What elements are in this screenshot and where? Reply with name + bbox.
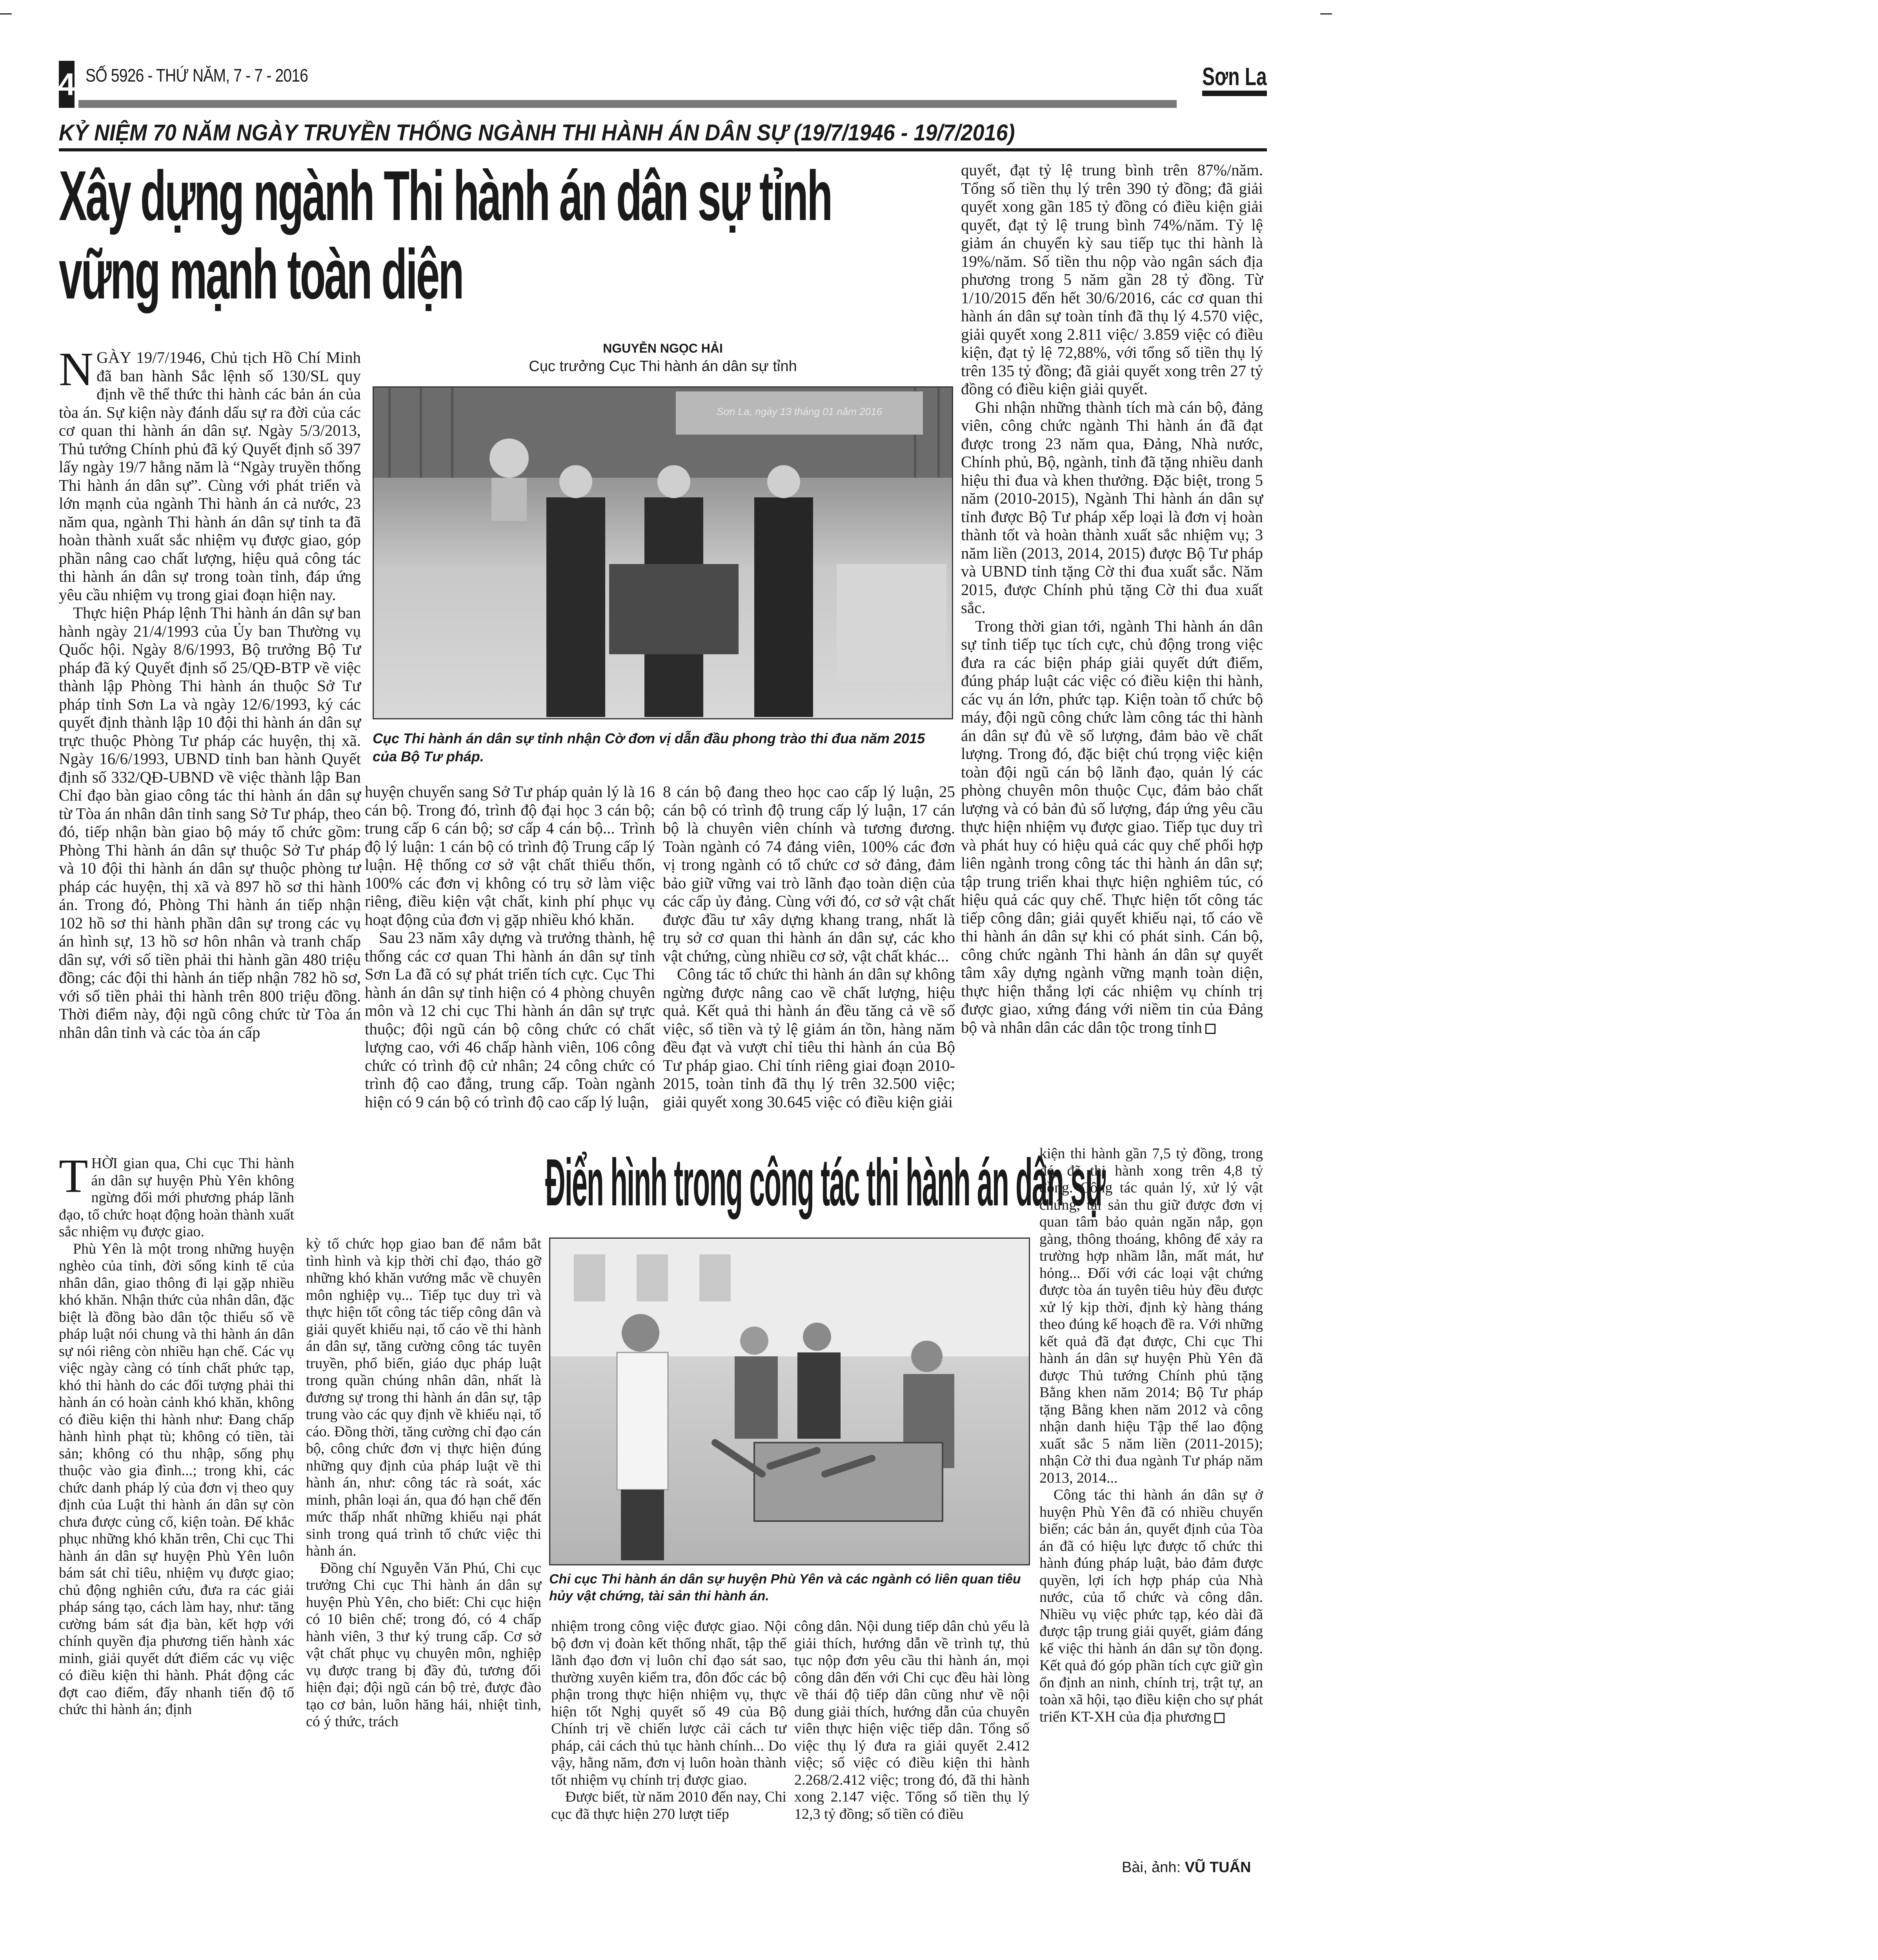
article1-column-3 bbox=[663, 783, 955, 1130]
paragraph: kỳ tổ chức họp giao ban để nắm bắt tình hình và kịp thời chỉ đạo, tháo gỡ những khó khăn vướng mắc về chuyên môn nghiệp vụ... Tiếp tục duy trì và thực hiện tốt công tác tiếp công dân và giải quyết khiếu nại, tố cáo về thi hành án dân sự, tăng cường công tác tuyên truyền, phổ biến, giáo dục pháp luật trong quần chúng nhân dân, nhất là đương sự trong thi hành án dân sự, tập trung vào các quy định về khiếu nại, tố cáo. Đồng thời, tăng cường chỉ đạo cán bộ, công chức đơn vị thực hiện đúng những quy định của pháp luật về thi hành án, như: công tác rà soát, xác minh, phân loại án, qua đó hạn chế đến mức thấp nhất những khiếu nại phát sinh trong quá trình tổ chức việc thi hành án. bbox=[306, 1236, 541, 1559]
paragraph: công dân. Nội dung tiếp dân chủ yếu là giải thích, hướng dẫn về trình tự, thủ tục nộp đơn yêu cầu thi hành án, mọi công dân đến với Chi cục đều hài lòng về thái độ tiếp dân cũng như về nội dung giải thích, hướng dẫn của chuyên viên thực hiện việc tiếp dân. Tổng số việc thụ lý đưa ra giải quyết 2.412 việc; số việc có điều kiện thi hành 2.268/2.412 việc; trong đó, đã thi hành xong 2.147 việc. Tổng số tiền thụ lý 12,3 tỷ đồng; số tiền có điều bbox=[794, 1618, 1030, 1822]
ceremony-photo bbox=[374, 388, 952, 718]
crop-mark bbox=[0, 13, 12, 15]
article2-column-3 bbox=[551, 1618, 786, 1891]
paragraph: NGÀY 19/7/1946, Chủ tịch Hồ Chí Minh đã ban hành Sắc lệnh số 130/SL quy định về thể thức thi hành các bản án của tòa án. Sự kiện này đánh dấu sự ra đời của các cơ quan thi hành án dân sự. Ngày 5/3/2013, Thủ tướng Chính phủ đã ký Quyết định số 397 lấy ngày 19/7 hằng năm là “Ngày truyền thống Thi hành án dân sự”. Cùng với phát triển và lớn mạnh của ngành Thi hành án cả nước, 23 năm qua, ngành Thi hành án dân sự tỉnh ta đã hoàn thành xuất sắc nhiệm vụ được giao, góp phần nâng cao chất lượng, hiệu quả công tác thi hành án dân sự trong toàn tỉnh, đáp ứng yêu cầu nhiệm vụ trong giai đoạn hiện nay. bbox=[59, 343, 361, 604]
dropcap: T bbox=[59, 1150, 88, 1203]
masthead bbox=[59, 61, 1267, 108]
paragraph: kiện thi hành gần 7,5 tỷ đồng, trong đó, đã thi hành xong trên 4,8 tỷ đồng. Công tác quản lý, xử lý vật chứng, tài sản thu giữ được đơn vị quan tâm bảo quản ngăn nắp, gọn gàng, thông thoáng, không để xảy ra trường hợp nhầm lẫn, mất mát, hư hỏng... Đối với các loại vật chứng được tòa án tuyên tiêu hủy đều được xử lý kịp thời, định kỳ hàng tháng theo đúng kế hoạch đề ra. Với những kết quả đã đạt được, Chi cục Thi hành án dân sự huyện Phù Yên đã được Thủ tướng Chính phủ tặng Bằng khen năm 2014; Bộ Tư pháp tặng Bằng khen năm 2012 và công nhận danh hiệu Tập thể lao động xuất sắc 5 năm liền (2011-2015); nhận Cờ thi đua ngành Tư pháp năm 2013, 2014... bbox=[1039, 1145, 1263, 1486]
section-kicker bbox=[59, 120, 1267, 151]
paragraph: Thực hiện Pháp lệnh Thi hành án dân sự ban hành ngày 21/4/1993 của Ủy ban Thường vụ Quốc hội. Ngày 8/6/1993, Bộ trưởng Bộ Tư pháp đã ký Quyết định số 25/QĐ-BTP về việc thành lập Phòng Thi hành án thuộc Sở Tư pháp tỉnh Sơn La và ngày 12/6/1993, ký các quyết định thành lập 10 đội thi hành án dân sự trực thuộc Phòng Tư pháp các huyện, thị xã. Ngày 16/6/1993, UBND tỉnh ban hành Quyết định số 332/QĐ-UBND về việc thành lập Ban Chỉ đạo bàn giao công tác thi hành án dân sự từ Tòa án nhân dân tỉnh sang Sở Tư pháp, theo đó, tiếp nhận bàn giao bộ máy tổ chức gồm: Phòng Thi hành án dân sự thuộc Sở Tư pháp và 10 đội thi hành án dân sự thuộc phòng tư pháp các huyện, thị xã và 897 hồ sơ thi hành án. Trong đó, Phòng Thi hành án tiếp nhận 102 hồ sơ thi hành phần dân sự trong các vụ án hình sự, 13 hồ sơ hôn nhân và tranh chấp dân sự, với số tiền phải thi hành gần 480 triệu đồng; các đội thi hành án tiếp nhận 782 hồ sơ, với số tiền phải thi hành trên 800 triệu đồng. Thời điểm này, đội ngũ công chức từ Tòa án nhân dân tỉnh và các tòa án cấp bbox=[59, 604, 361, 1041]
page-number: 4 bbox=[59, 61, 75, 108]
paragraph: Trong thời gian tới, ngành Thi hành án dân sự tỉnh tiếp tục tích cực, chủ động trong việc đưa ra các biện pháp giải quyết dứt điểm, đúng pháp luật các việc có điều kiện thi hành, các vụ án lớn, phức tạp. Kiện toàn tổ chức bộ máy, đội ngũ công chức làm công tác thi hành án dân sự đủ về số lượng, đảm bảo về chất lượng. Trong đó, đặc biệt chú trọng việc kiện toàn đội ngũ cán bộ lãnh đạo, quản lý các phòng chuyên môn thuộc Cục, đảm bảo chất lượng và có bản đủ số lượng, đáp ứng yêu cầu thực hiện nhiệm vụ được giao. Tiếp tục duy trì và phát huy có hiệu quả các quy chế phối hợp liên ngành trong công tác thi hành án dân sự; tập trung triển khai thực hiện nghiêm túc, có hiệu quả các quy chế. Thực hiện tốt công tác tiếp công dân; giải quyết khiếu nại, tố cáo về thi hành án dân sự khi có phát sinh. Cán bộ, công chức ngành Thi hành án dân sự quyết tâm xây dựng ngành vững mạnh toàn diện, thực hiện thắng lợi các nhiệm vụ chính trị được giao, xứng đáng với niềm tin của Đảng bộ và nhân dân các dân tộc trong tỉnh bbox=[961, 617, 1263, 1036]
article2-headline: Điển hình trong công tác thi hành án dân sự bbox=[545, 1145, 1105, 1220]
article1-column-2 bbox=[365, 783, 655, 1130]
article1-column-1 bbox=[59, 343, 361, 1129]
evidence-destruction-photo bbox=[550, 1239, 1029, 1564]
article2-column-2 bbox=[306, 1236, 541, 1889]
article1-photo bbox=[373, 386, 953, 719]
newspaper-brand: Sơn La bbox=[1202, 64, 1267, 96]
end-mark-icon bbox=[1205, 1024, 1216, 1034]
kicker-text: KỶ NIỆM 70 NĂM NGÀY TRUYỀN THỐNG NGÀNH THI HÀNH ÁN DÂN SỰ (19/7/1946 - 19/7/2016) bbox=[59, 120, 1015, 146]
paragraph: 8 cán bộ đang theo học cao cấp lý luận, 25 cán bộ có trình độ trung cấp lý luận, 17 cán bộ là chuyên viên chính và tương đương. Toàn ngành có 74 đảng viên, 100% các đơn vị trong ngành có tổ chức cơ sở đảng, đảm bảo giữ vững vai trò lãnh đạo toàn diện của các cấp ủy đảng. Cùng với đó, cơ sở vật chất được đầu tư xây dựng khang trang, nhất là trụ sở cơ quan thi hành án dân sự, các kho vật chứng, cùng nhiều cơ sở, vật chất khác... bbox=[663, 783, 955, 965]
paragraph: THỜI gian qua, Chi cục Thi hành án dân sự huyện Phù Yên không ngừng đổi mới phương pháp lãnh đạo, tổ chức hoạt động hoàn thành xuất sắc nhiệm vụ được giao. bbox=[59, 1150, 294, 1240]
paragraph: Phù Yên là một trong những huyện nghèo của tỉnh, đời sống kinh tế của nhân dân, giao thông đi lại gặp nhiều khó khăn. Nhận thức của nhân dân, đặc biệt là đồng bào dân tộc thiểu số về pháp luật nói chung và thi hành án dân sự nói riêng còn nhiều hạn chế. Các vụ việc ngày càng có tính chất phức tạp, khó thi hành do các đối tượng phải thi hành án có hoàn cảnh khó khăn, không có điều kiện thi hành như: Đang chấp hành hình phạt tù; không có tiền, tài sản; không có thu nhập, sống phụ thuộc vào gia đình...; trong khi, các chức danh pháp lý của đơn vị theo quy định của Luật thi hành án dân sự còn chưa được củng cố, kiện toàn. Để khắc phục những khó khăn trên, Chi cục Thi hành án dân sự huyện Phù Yên luôn bám sát chỉ tiêu, nhiệm vụ được giao; chủ động nghiên cứu, đưa ra các giải pháp sáng tạo, cách làm hay, như: tăng cường bám sát địa bàn, kết hợp với chính quyền địa phương tiến hành xác minh, giải quyết dứt điểm các vụ việc có điều kiện thi hành. Phát động các đợt cao điểm, đẩy nhanh tiến độ tổ chức thi hành án; định bbox=[59, 1240, 294, 1718]
photo-credit bbox=[1122, 1859, 1251, 1876]
headline-line-1: Xây dựng ngành Thi hành án dân sự tỉnh bbox=[59, 157, 832, 235]
issue-date: SỐ 5926 - THỨ NĂM, 7 - 7 - 2016 bbox=[86, 65, 308, 86]
article2-photo-caption: Chi cục Thi hành án dân sự huyện Phù Yên và các ngành có liên quan tiêu hủy vật chứng, tài sản thi hành án. bbox=[549, 1572, 1021, 1603]
author-role: Cục trưởng Cục Thi hành án dân sự tỉnh bbox=[529, 358, 797, 375]
article2-column-5 bbox=[1039, 1145, 1263, 1851]
article1-photo-caption: Cục Thi hành án dân sự tỉnh nhận Cờ đơn vị dẫn đầu phong trào thi đua năm 2015 của Bộ Tư pháp. bbox=[373, 730, 925, 764]
end-mark-icon bbox=[1214, 1713, 1225, 1723]
article2-photo bbox=[549, 1238, 1030, 1565]
paragraph: Đồng chí Nguyễn Văn Phú, Chi cục trưởng Chi cục Thi hành án dân sự huyện Phù Yên, cho biết: Chi cục hiện có 10 biên chế; trong đó, có 4 chấp hành viên, 3 thư ký trung cấp. Cơ sở vật chất phục vụ chuyên môn, nghiệp vụ được trang bị đầy đủ, tương đối hiện đại; đội ngũ cán bộ trẻ, được đào tạo cơ bản, luôn hăng hái, nhiệt tình, có ý thức, trách bbox=[306, 1560, 541, 1730]
crop-mark bbox=[1320, 13, 1332, 15]
article1-column-4 bbox=[961, 161, 1263, 1130]
paragraph: huyện chuyển sang Sở Tư pháp quản lý là 16 cán bộ. Trong đó, trình độ đại học 3 cán bộ; trung cấp 6 cán bộ; sơ cấp 4 cán bộ... Trình độ lý luận: 1 cán bộ có trình độ Trung cấp lý luận. Hệ thống cơ sở vật chất thiếu thốn, 100% các đơn vị không có trụ sở làm việc riêng, điều kiện vật chất, kinh phí phục vụ hoạt động của đơn vị gặp nhiều khó khăn. bbox=[365, 783, 655, 928]
article1-headline bbox=[59, 157, 941, 329]
credit-label: Bài, ảnh: bbox=[1122, 1859, 1181, 1876]
paragraph: Công tác thi hành án dân sự ở huyện Phù Yên đã có nhiều chuyển biến; các bản án, quyết định của Tòa án đã có hiệu lực được tổ chức thi hành đúng pháp luật, bảo đảm được quyền, lợi ích hợp pháp của Nhà nước, của tổ chức và công dân. Nhiều vụ việc phức tạp, kéo dài đã được tập trung giải quyết, giảm đáng kể việc thi hành án dân sự tồn đọng. Kết quả đó góp phần tích cực giữ gìn ổn định an ninh, chính trị, trật tự, an toàn xã hội, tạo điều kiện cho sự phát triển KT-XH của địa phương bbox=[1039, 1487, 1263, 1725]
article2-column-1 bbox=[59, 1150, 294, 1889]
photo-banner-text: Sơn La, ngày 13 tháng 01 năm 2016 bbox=[717, 406, 882, 417]
article1-byline bbox=[373, 341, 953, 375]
paragraph: Công tác tổ chức thi hành án dân sự không ngừng được nâng cao về chất lượng, hiệu quả. Kết quả thi hành án đều tăng cả về số việc, số tiền và tỷ lệ giảm án tồn, hàng năm đều đạt và vượt chỉ tiêu thi hành án của Bộ Tư pháp giao. Chỉ tính riêng giai đoạn 2010-2015, toàn tỉnh đã thụ lý trên 32.500 việc; giải quyết xong 30.645 việc có điều kiện giải bbox=[663, 965, 955, 1111]
credit-name: VŨ TUẤN bbox=[1185, 1859, 1251, 1876]
paragraph: Được biết, từ năm 2010 đến nay, Chi cục đã thực hiện 270 lượt tiếp bbox=[551, 1789, 786, 1822]
paragraph: Ghi nhận những thành tích mà cán bộ, đảng viên, công chức ngành Thi hành án đã đạt được trong 23 năm qua, Đảng, Nhà nước, Chính phủ, Bộ, ngành, tỉnh đã tặng nhiều danh hiệu thi đua và khen thưởng. Đặc biệt, trong 5 năm (2010-2015), Ngành Thi hành án dân sự tỉnh được Bộ Tư pháp xếp loại là đơn vị hoàn thành tốt và hoàn thành xuất sắc nhiệm vụ; 3 năm liền (2013, 2014, 2015) được Bộ Tư pháp và UBND tỉnh tặng Cờ thi đua xuất sắc. Năm 2015, được Chính phủ tặng Cờ thi đua xuất sắc. bbox=[961, 398, 1263, 617]
author-name: NGUYỄN NGỌC HẢI bbox=[603, 341, 723, 355]
paragraph: nhiệm trong công việc được giao. Nội bộ đơn vị đoàn kết thống nhất, tập thể lãnh đạo đơn vị luôn chỉ đạo sát sao, thường xuyên kiểm tra, đôn đốc các bộ phận trong thực hiện nhiệm vụ, thực hiện tốt Nghị quyết số 49 của Bộ Chính trị về chiến lược cải cách tư pháp, cải cách thủ tục hành chính... Do vậy, hằng năm, đơn vị luôn hoàn thành tốt nhiệm vụ chính trị được giao. bbox=[551, 1618, 786, 1788]
headline-line-2: vững mạnh toàn diện bbox=[59, 235, 463, 314]
masthead-rule bbox=[78, 100, 1177, 108]
dropcap: N bbox=[59, 343, 94, 396]
paragraph: Sau 23 năm xây dựng và trưởng thành, hệ thống các cơ quan Thi hành án dân sự tỉnh Sơn La đã có sự phát triển tích cực. Cục Thi hành án dân sự tỉnh hiện có 4 phòng chuyên môn và 12 chi cục Thi hành án dân sự trực thuộc; đội ngũ cán bộ công chức có chất lượng cao, với 46 chấp hành viên, 106 công chức có trình độ cử nhân; 24 công chức có trình độ cao đẳng, trung cấp. Toàn ngành hiện có 9 cán bộ có trình độ cao cấp lý luận, bbox=[365, 928, 655, 1111]
article2-column-4 bbox=[794, 1618, 1030, 1891]
paragraph: quyết, đạt tỷ lệ trung bình trên 87%/năm. Tổng số tiền thụ lý trên 390 tỷ đồng; đã giải quyết xong gần 185 tỷ đồng có điều kiện giải quyết, đạt tỷ lệ trung bình 74%/năm. Tỷ lệ giảm án chuyển kỳ sau tiếp tục thi hành là 19%/năm. Số tiền thu nộp vào ngân sách địa phương trong 5 năm gần 28 tỷ đồng. Từ 1/10/2015 đến hết 30/6/2016, các cơ quan thi hành án dân sự toàn tỉnh đã thụ lý 4.570 việc, giải quyết xong 2.811 việc/ 3.859 việc có điều kiện, đạt tỷ lệ 72,88%, với tổng số tiền thụ lý trên 135 tỷ đồng; đã giải quyết xong trên 27 tỷ đồng có điều kiện giải quyết. bbox=[961, 161, 1263, 398]
